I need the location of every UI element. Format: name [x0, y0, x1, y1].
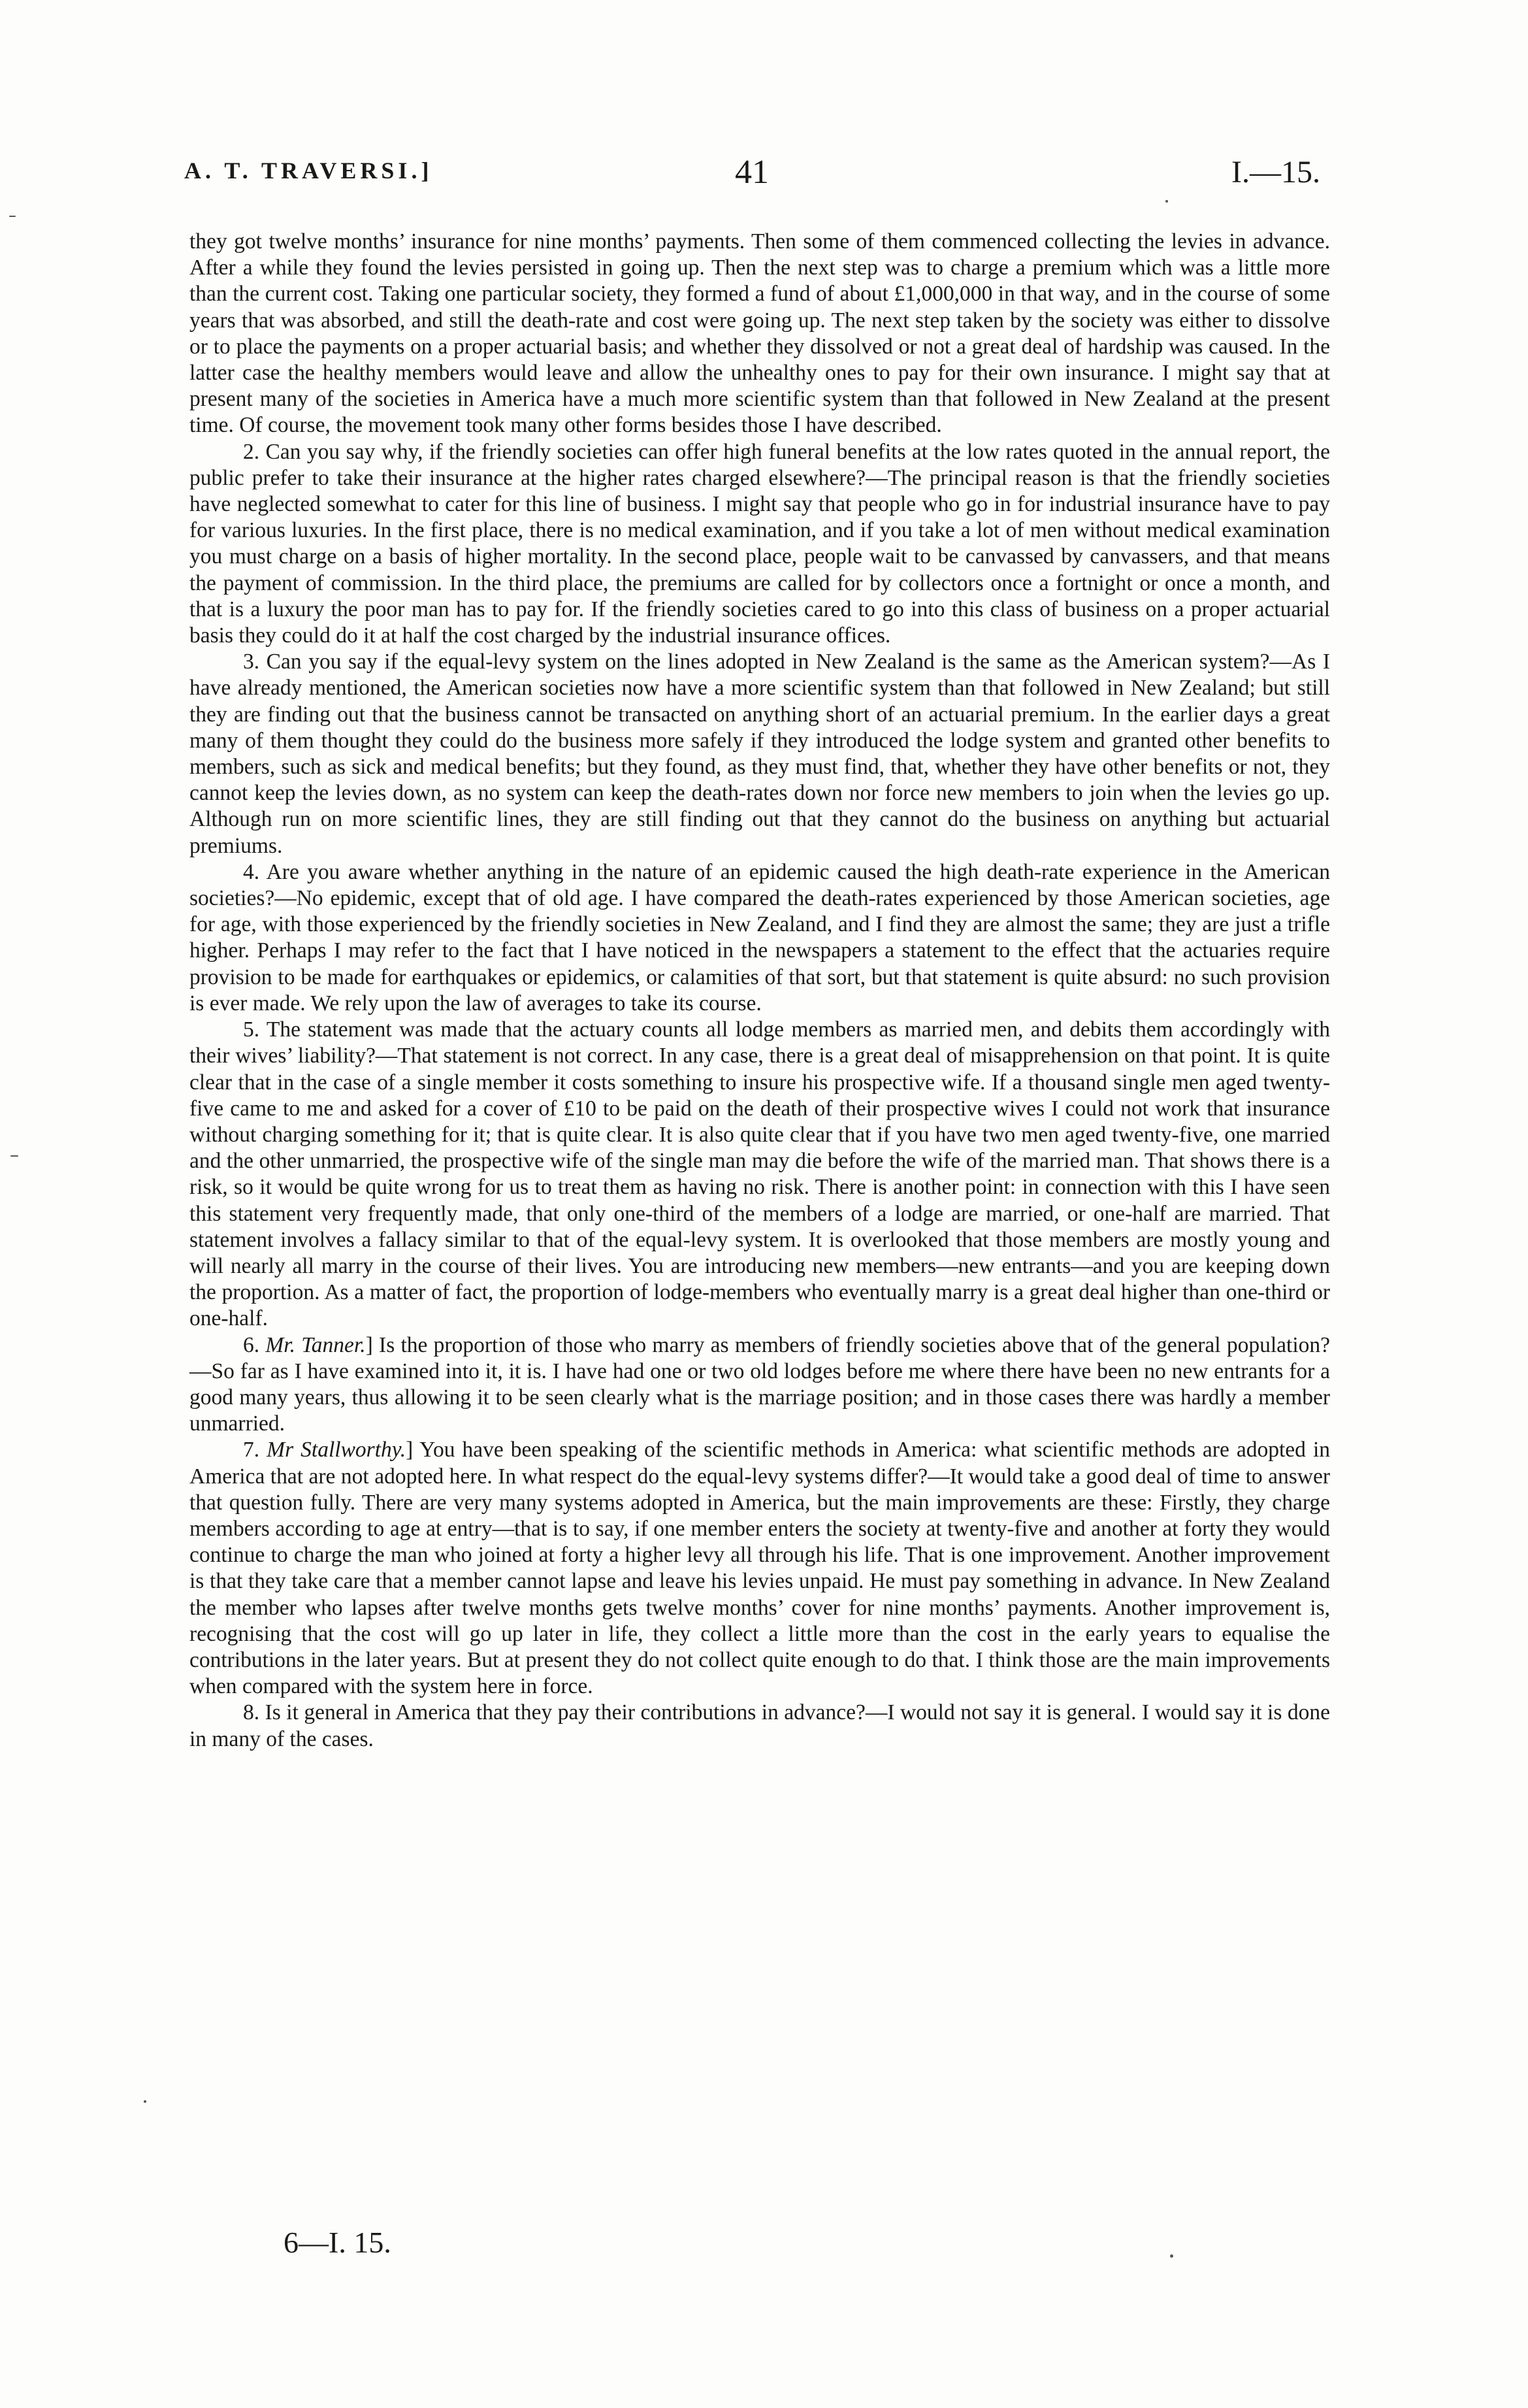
paragraph-continuation: they got twelve months’ insurance for nine months’ payments. Then some of them commenced collecting the levies in advance. After a while they found the levies persisted in going up. Then the next step was to charge a premium which was a little more than the current cost. Taking one particular society, they formed a fund of about £1,000,000 in that way, and in the course of some years that was absorbed, and still the death-rate and cost were going up. The next step taken by the society was either to dissolve or to place the payments on a proper actuarial basis; and whether they dissolved or not a great deal of hardship was caused. In the latter case the healthy members would leave and allow the unhealthy ones to pay for their own insurance. I might say that at present many of the societies in America have a much more scientific system than that followed in New Zealand at the present time. Of course, the movement took many other forms besides those I have described.: [189, 229, 1330, 438]
running-head-witness: A. T. TRAVERSI.]: [184, 157, 433, 184]
paragraph-question-2: 2. Can you say why, if the friendly societies can offer high funeral benefits at the low rates quoted in the annual report, the public prefer to take their insurance at the higher rates charged elsewhere?—The principal reason is that the friendly societies have neglected somewhat to cater for this line of business. I might say that people who go in for industrial insurance have to pay for various luxuries. In the first place, there is no medical examination, and if you take a lot of men without medical examination you must charge on a basis of higher mortality. In the second place, people wait to be canvassed by canvassers, and that means the payment of commission. In the third place, the premiums are called for by collectors once a fortnight or once a month, and that is a luxury the poor man has to pay for. If the friendly societies cared to go into this class of business on a proper actuarial basis they could do it at half the cost charged by the industrial insurance offices.: [189, 439, 1330, 648]
question-text: ] Is the proportion of those who marry as members of friendly societies above that of the general population?—So far as I have examined into it, it is. I have had one or two old lodges before me where there have been no new entrants for a good many years, thus allowing it to be seen clearly what is the marriage position; and in those cases there was hardly a member unmarried.: [189, 1332, 1330, 1436]
paragraph-question-8: 8. Is it general in America that they pay their contributions in advance?—I would not say it is general. I would say it is done in many of the cases.: [189, 1700, 1330, 1751]
paper-reference: I.—15.: [1231, 155, 1320, 190]
signature-mark: 6—I. 15.: [284, 2226, 391, 2259]
question-number: 6.: [243, 1332, 266, 1357]
paragraph-question-3: 3. Can you say if the equal-levy system on the lines adopted in New Zealand is the same as the American system?—As I have already mentioned, the American societies now have a more scientific system than that followed in New Zealand; but still they are finding out that the business cannot be transacted on anything short of an actuarial premium. In the earlier days a great many of them thought they could do the business more safely if they introduced the lodge system and granted other benefits to members, such as sick and medical benefits; but they found, as they must find, that, whether they have other benefits or not, they cannot keep the levies down, as no system can keep the death-rates down nor force new members to join when the levies go up. Although run on more scientific lines, they are still finding out that they cannot do the business on anything but actuarial premiums.: [189, 650, 1330, 858]
scan-speck: [144, 2100, 146, 2103]
paragraph-question-5: 5. The statement was made that the actuary counts all lodge members as married men, and debits them accordingly with their wives’ liability?—That statement is not correct. In any case, there is a great deal of misapprehension on that point. It is quite clear that in the case of a single member it costs something to insure his prospective wife. If a thousand single men aged twenty-five came to me and asked for a cover of £10 to be paid on the death of their prospective wives I could not work that insurance without charging something for it; that is quite clear. It is also quite clear that if you have two men aged twenty-five, one married and the other unmarried, the prospective wife of the single man may die before the wife of the married man. That shows there is a risk, so it would be quite wrong for us to treat them as having no risk. There is another point: in connection with this I have seen this statement very frequently made, that only one-third of the members of a lodge are married, or one-half are married. That statement involves a fallacy similar to that of the equal-levy system. It is overlooked that those members are mostly young and will nearly all marry in the course of their lives. You are introducing new members—new entrants—and you are keeping down the proportion. As a matter of fact, the proportion of lodge-members who eventually marry is a great deal higher than one-third or one-half.: [189, 1017, 1330, 1331]
paragraph-question-4: 4. Are you aware whether anything in the nature of an epidemic caused the high death-rate experience in the American societies?—No epidemic, except that of old age. I have compared the death-rates experienced by those American societies, age for age, with those experienced by the friendly societies in New Zealand, and I find they are almost the same; they are just a trifle higher. Perhaps I may refer to the fact that I have noticed in the newspapers a statement to the effect that the actuaries require provision to be made for earthquakes or epidemics, or calamities of that sort, but that statement is quite absurd: no such provision is ever made. We rely upon the law of averages to take its course.: [189, 859, 1330, 1015]
scan-speck: [1165, 200, 1168, 203]
scan-speck: [1170, 2254, 1173, 2258]
paragraph-question-7: [189, 1437, 1330, 1700]
question-number: 7.: [243, 1438, 267, 1462]
page-number: 41: [735, 154, 769, 191]
speaker-name: Mr. Tanner.: [265, 1332, 366, 1357]
paragraph-question-6: [189, 1332, 1330, 1438]
body-text: [189, 229, 1330, 1753]
scan-speck: [9, 216, 16, 217]
question-text: ] You have been speaking of the scientific methods in America: what scientific methods are adopted in America that are not adopted here. In what respect do the equal-levy systems differ?—It would take a good deal of time to answer that question fully. There are very many systems adopted in America, but the main improvements are these: Firstly, they charge members according to age at entry—that is to say, if one member enters the society at twenty-five and another at forty they would continue to charge the man who joined at forty a higher levy all through his life. That is one improvement. Another improvement is that they take care that a member cannot lapse and leave his levies unpaid. He must pay something in advance. In New Zealand the member who lapses after twelve months gets twelve months’ cover for nine months’ payments. Another improvement is, recognising that the cost will go up later in life, they collect a little more than the cost in the early years to equalise the contributions in the later years. But at present they do not collect quite enough to do that. I think those are the main improvements when compared with the system here in force.: [189, 1438, 1331, 1699]
scan-speck: [10, 1155, 18, 1157]
speaker-name: Mr Stallworthy.: [267, 1438, 406, 1462]
